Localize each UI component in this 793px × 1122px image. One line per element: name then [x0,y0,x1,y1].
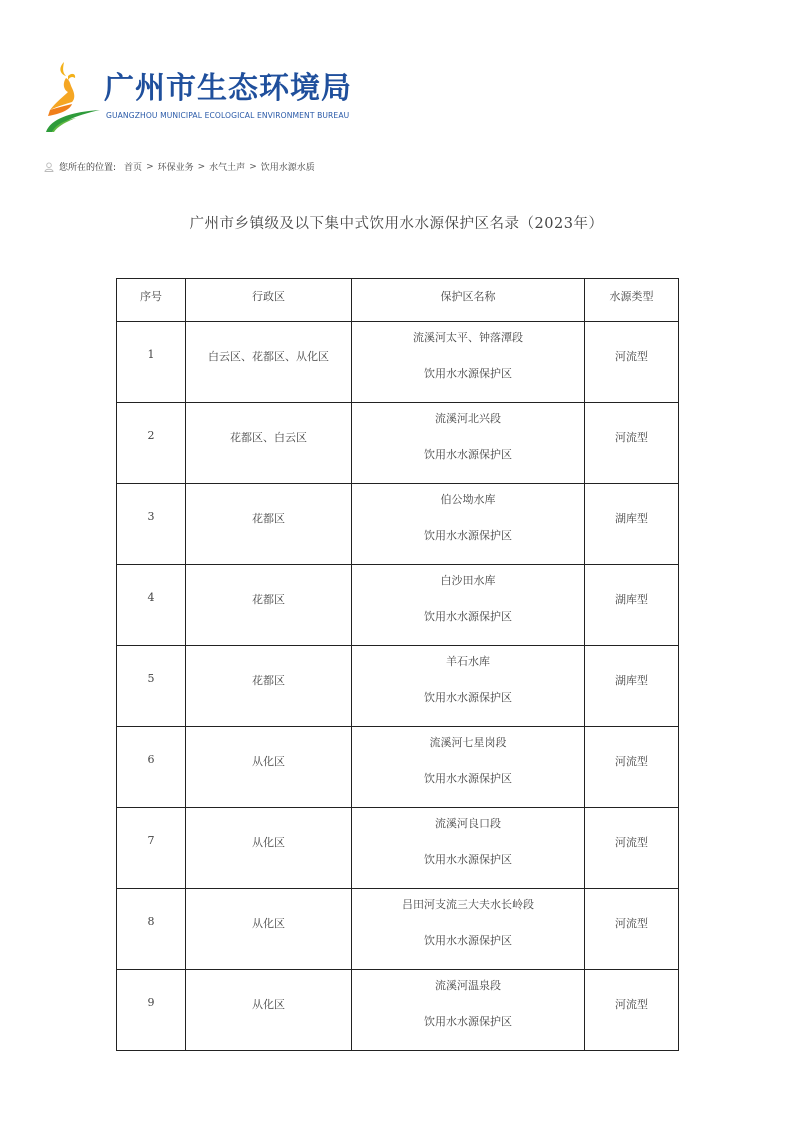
table-row [117,565,679,646]
row-zone-name: 白沙田水库 [440,574,496,587]
cell-district [186,565,352,646]
cell-source-type [585,970,679,1051]
row-source-type: 河流型 [615,431,648,444]
row-zone-name: 伯公坳水库 [440,493,496,506]
table-row [117,646,679,727]
cell-no [117,322,186,403]
row-zone-name: 吕田河支流三大夫水长岭段 [402,898,534,911]
breadcrumb-separator: > [197,161,206,172]
header-district: 行政区 [186,279,352,322]
row-no: 2 [147,429,155,442]
row-district: 从化区 [252,998,285,1011]
breadcrumb-env-business[interactable]: 环保业务 [157,163,194,173]
cell-source-type [585,889,679,970]
row-no: 7 [147,834,155,847]
row-zone-suffix: 饮用水水源保护区 [424,367,512,380]
cell-district [186,646,352,727]
cell-district [186,484,352,565]
row-source-type: 湖库型 [615,512,648,525]
breadcrumb-drinking-water-quality[interactable]: 饮用水源水质 [260,163,315,173]
cell-no [117,646,186,727]
row-no: 1 [147,348,155,361]
row-source-type: 湖库型 [615,593,648,606]
logo-deer-icon [42,58,102,136]
cell-no [117,889,186,970]
cell-source-type [585,727,679,808]
cell-zone-name [352,808,585,889]
row-zone-suffix: 饮用水水源保护区 [424,934,512,947]
row-district: 从化区 [252,755,285,768]
cell-no [117,727,186,808]
row-zone-suffix: 饮用水水源保护区 [424,529,512,542]
row-source-type: 河流型 [615,755,648,768]
cell-district [186,970,352,1051]
table-row [117,727,679,808]
header-no: 序号 [117,279,186,322]
row-zone-name: 流溪河七星岗段 [429,736,507,749]
row-source-type: 湖库型 [615,674,648,687]
table-header-row [117,279,679,322]
cell-no [117,808,186,889]
cell-district [186,727,352,808]
row-zone-name: 流溪河太平、钟落潭段 [413,331,523,344]
row-zone-name: 流溪河北兴段 [435,412,501,425]
table-row [117,484,679,565]
cell-no [117,484,186,565]
cell-source-type [585,322,679,403]
document-title: 广州市乡镇级及以下集中式饮用水水源保护区名录（2023年） [189,216,604,232]
row-district: 从化区 [252,917,285,930]
breadcrumb-water-air-soil-noise[interactable]: 水气土声 [209,163,246,173]
row-zone-name: 流溪河良口段 [435,817,501,830]
table-row [117,403,679,484]
breadcrumb-home[interactable]: 首页 [124,163,143,173]
cell-no [117,403,186,484]
row-district: 从化区 [252,836,285,849]
logo-title-cn: 广州市生态环境局 [104,71,352,106]
row-source-type: 河流型 [615,917,648,930]
bureau-logo[interactable] [42,58,362,136]
row-no: 5 [147,672,155,685]
row-no: 8 [147,915,155,928]
cell-zone-name [352,322,585,403]
row-no: 6 [147,753,155,766]
row-zone-suffix: 饮用水水源保护区 [424,691,512,704]
row-source-type: 河流型 [615,836,648,849]
cell-district [186,403,352,484]
row-source-type: 河流型 [615,350,648,363]
cell-no [117,565,186,646]
header-zone-name: 保护区名称 [352,279,585,322]
row-district: 花都区 [252,512,285,525]
protection-zone-table [116,278,679,1051]
cell-source-type [585,808,679,889]
cell-source-type [585,484,679,565]
breadcrumb-separator: > [249,161,257,172]
cell-source-type [585,565,679,646]
row-zone-suffix: 饮用水水源保护区 [424,448,512,461]
cell-zone-name [352,565,585,646]
row-no: 3 [147,510,155,523]
header-source-type: 水源类型 [585,279,679,322]
table-row [117,970,679,1051]
row-source-type: 河流型 [615,998,648,1011]
cell-zone-name [352,646,585,727]
row-zone-name: 流溪河温泉段 [435,979,501,992]
row-no: 4 [147,591,155,604]
row-zone-suffix: 饮用水水源保护区 [424,1015,512,1028]
logo-title-en: GUANGZHOU MUNICIPAL ECOLOGICAL ENVIRONMENT BUREAU [106,111,350,120]
row-no: 9 [147,996,155,1009]
row-district: 花都区 [252,674,285,687]
user-icon [44,162,54,172]
row-zone-name: 羊石水库 [446,655,490,668]
cell-district [186,808,352,889]
row-district: 花都区、白云区 [230,431,307,444]
row-zone-suffix: 饮用水水源保护区 [424,610,512,623]
breadcrumb-label: 您所在的位置: [59,163,117,173]
breadcrumb-separator: > [146,161,154,172]
cell-source-type [585,403,679,484]
cell-district [186,889,352,970]
cell-district [186,322,352,403]
row-district: 白云区、花都区、从化区 [208,350,329,363]
cell-no [117,970,186,1051]
cell-zone-name [352,970,585,1051]
table-row [117,808,679,889]
cell-zone-name [352,403,585,484]
table-row [117,889,679,970]
cell-zone-name [352,727,585,808]
row-zone-suffix: 饮用水水源保护区 [424,853,512,866]
cell-zone-name [352,889,585,970]
row-district: 花都区 [252,593,285,606]
row-zone-suffix: 饮用水水源保护区 [424,772,512,785]
breadcrumb [44,160,315,173]
table-row [117,322,679,403]
cell-zone-name [352,484,585,565]
cell-source-type [585,646,679,727]
